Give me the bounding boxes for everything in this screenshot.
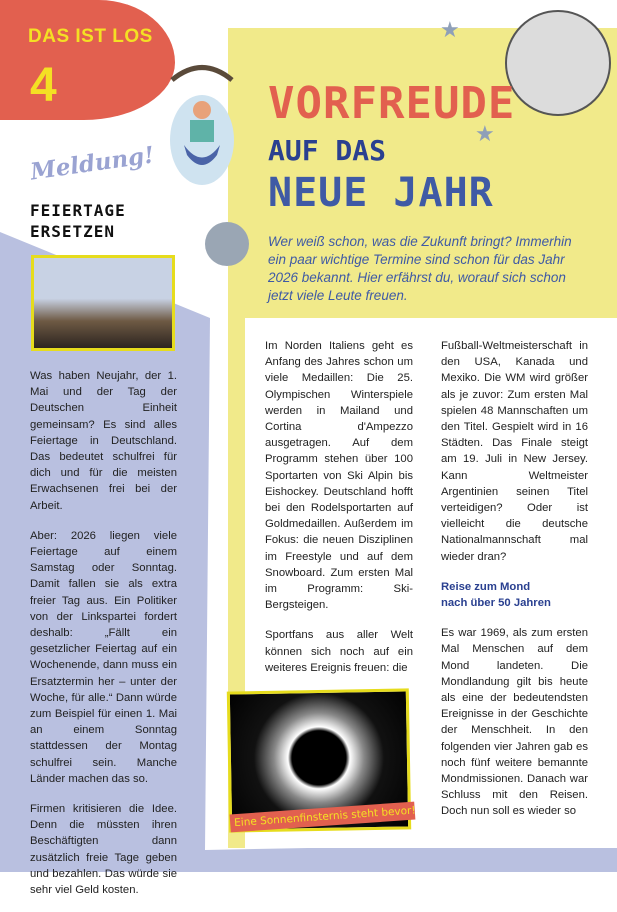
section-badge: [0, 0, 175, 120]
sidebar-headline-line: ERSETZEN: [30, 222, 116, 241]
athlete-illustration: [162, 60, 242, 190]
page-number: 4: [30, 59, 57, 112]
subheading-line: nach über 50 Jahren: [441, 597, 551, 610]
article-column-2: [441, 338, 588, 834]
sidebar-text: [30, 368, 177, 912]
paragraph: Sportfans aus aller Welt können sich noch auf ein weiteres Ereignis freuen: die: [265, 629, 413, 674]
headline-line-2: AUF DAS: [268, 134, 387, 167]
star-icon: ★: [475, 122, 495, 147]
headline-line-1: VORFREUDE: [268, 78, 516, 129]
paragraph: Firmen kritisieren die Idee. Denn die müssten ihren Beschäftigten dann zusätzlich freie Tage geben und bezahlen. Das würde sie sehr viel Geld kosten.: [30, 803, 177, 897]
christmas-street-photo: [31, 255, 175, 351]
article-intro: Wer weiß schon, was die Zukunft bringt? Immerhin ein paar wichtige Termine sind schon für das Jahr 2026 bekannt. Hier erfährst du, worauf sich schon jetzt viele Leute freuen.: [268, 234, 572, 303]
section-kicker: DAS IST LOS: [28, 26, 153, 47]
moon-illustration: [505, 10, 611, 116]
image-caption: Eine Sonnenfinsternis steht bevor!: [230, 802, 416, 833]
subheading: [441, 579, 588, 611]
sidebar-headline: [30, 200, 126, 242]
paragraph: Aber: 2026 liegen viele Feiertage auf einem Samstag oder Sonntag. Damit fallen sie als extra freier Tag aus. Ein Politiker von der Linkspartei fordert deshalb: „Fällt ein gesetzlicher Feiertag auf ein Wochenende, dann muss ein Ersatztermin her – unter der Woche, für alle.“ Dann würde zum Beispiel für einen 1. Mai an einem Sonntag stattdessen der Montag schulfrei sein. Manche Länder machen das so.: [30, 529, 177, 785]
planet-illustration: [205, 222, 249, 266]
news-tag: Meldung!: [28, 141, 156, 186]
paragraph: Fußball-Weltmeisterschaft in den USA, Kanada und Mexiko. Die WM wird größer als je zuvor: Zum ersten Mal spielen 48 Mannschaften um den Titel. Gespielt wird in 16 Städten. Das Finale steigt am 19. Juli in New Jersey. Kann Weltmeister Argentinien seinen Titel verteidigen? Oder ist vielleicht die deutsche Nationalmannschaft mal wieder dran?: [441, 340, 588, 563]
paragraph: Was haben Neujahr, der 1. Mai und der Tag der Deutschen Einheit gemeinsam? Es sind alles Feiertage in Deutschland. Das bedeutet schulfrei für dich und für die meisten Erwachsenen frei bei der Arbeit.: [30, 370, 177, 512]
paragraph: Es war 1969, als zum ersten Mal Menschen auf dem Mond landeten. Die Mondlandung gilt bis heute als eine der bedeutendsten Ereignisse in der Geschichte der Menschheit. In den folgenden vier Jahren gab es noch fünf weitere bemannte Mondmissionen. Danach war Schluss mit den Reisen. Doch nun soll es wieder so: [441, 627, 588, 818]
star-icon: ★: [440, 18, 460, 43]
article-column-1: [265, 338, 413, 690]
headline-line-3: NEUE JAHR: [268, 170, 494, 216]
subheading-line: Reise zum Mond: [441, 580, 531, 593]
paragraph: Im Norden Italiens geht es Anfang des Jahres schon um viele Medaillen: Die 25. Olympischen Winterspiele werden in Mailand und Cortina d'Ampezzo ausgetragen. Auf dem Programm stehen über 100 Sportarten von Ski Alpin bis Eishockey. Deutschland hofft bei den Rodelsportarten auf Goldmedaillen. Außerdem im Fokus: die neuen Disziplinen im Freestyle und auf dem Snowboard. Zum ersten Mal im Programm: Ski-Bergsteigen.: [265, 340, 413, 612]
sidebar-headline-line: FEIERTAGE: [30, 201, 126, 220]
